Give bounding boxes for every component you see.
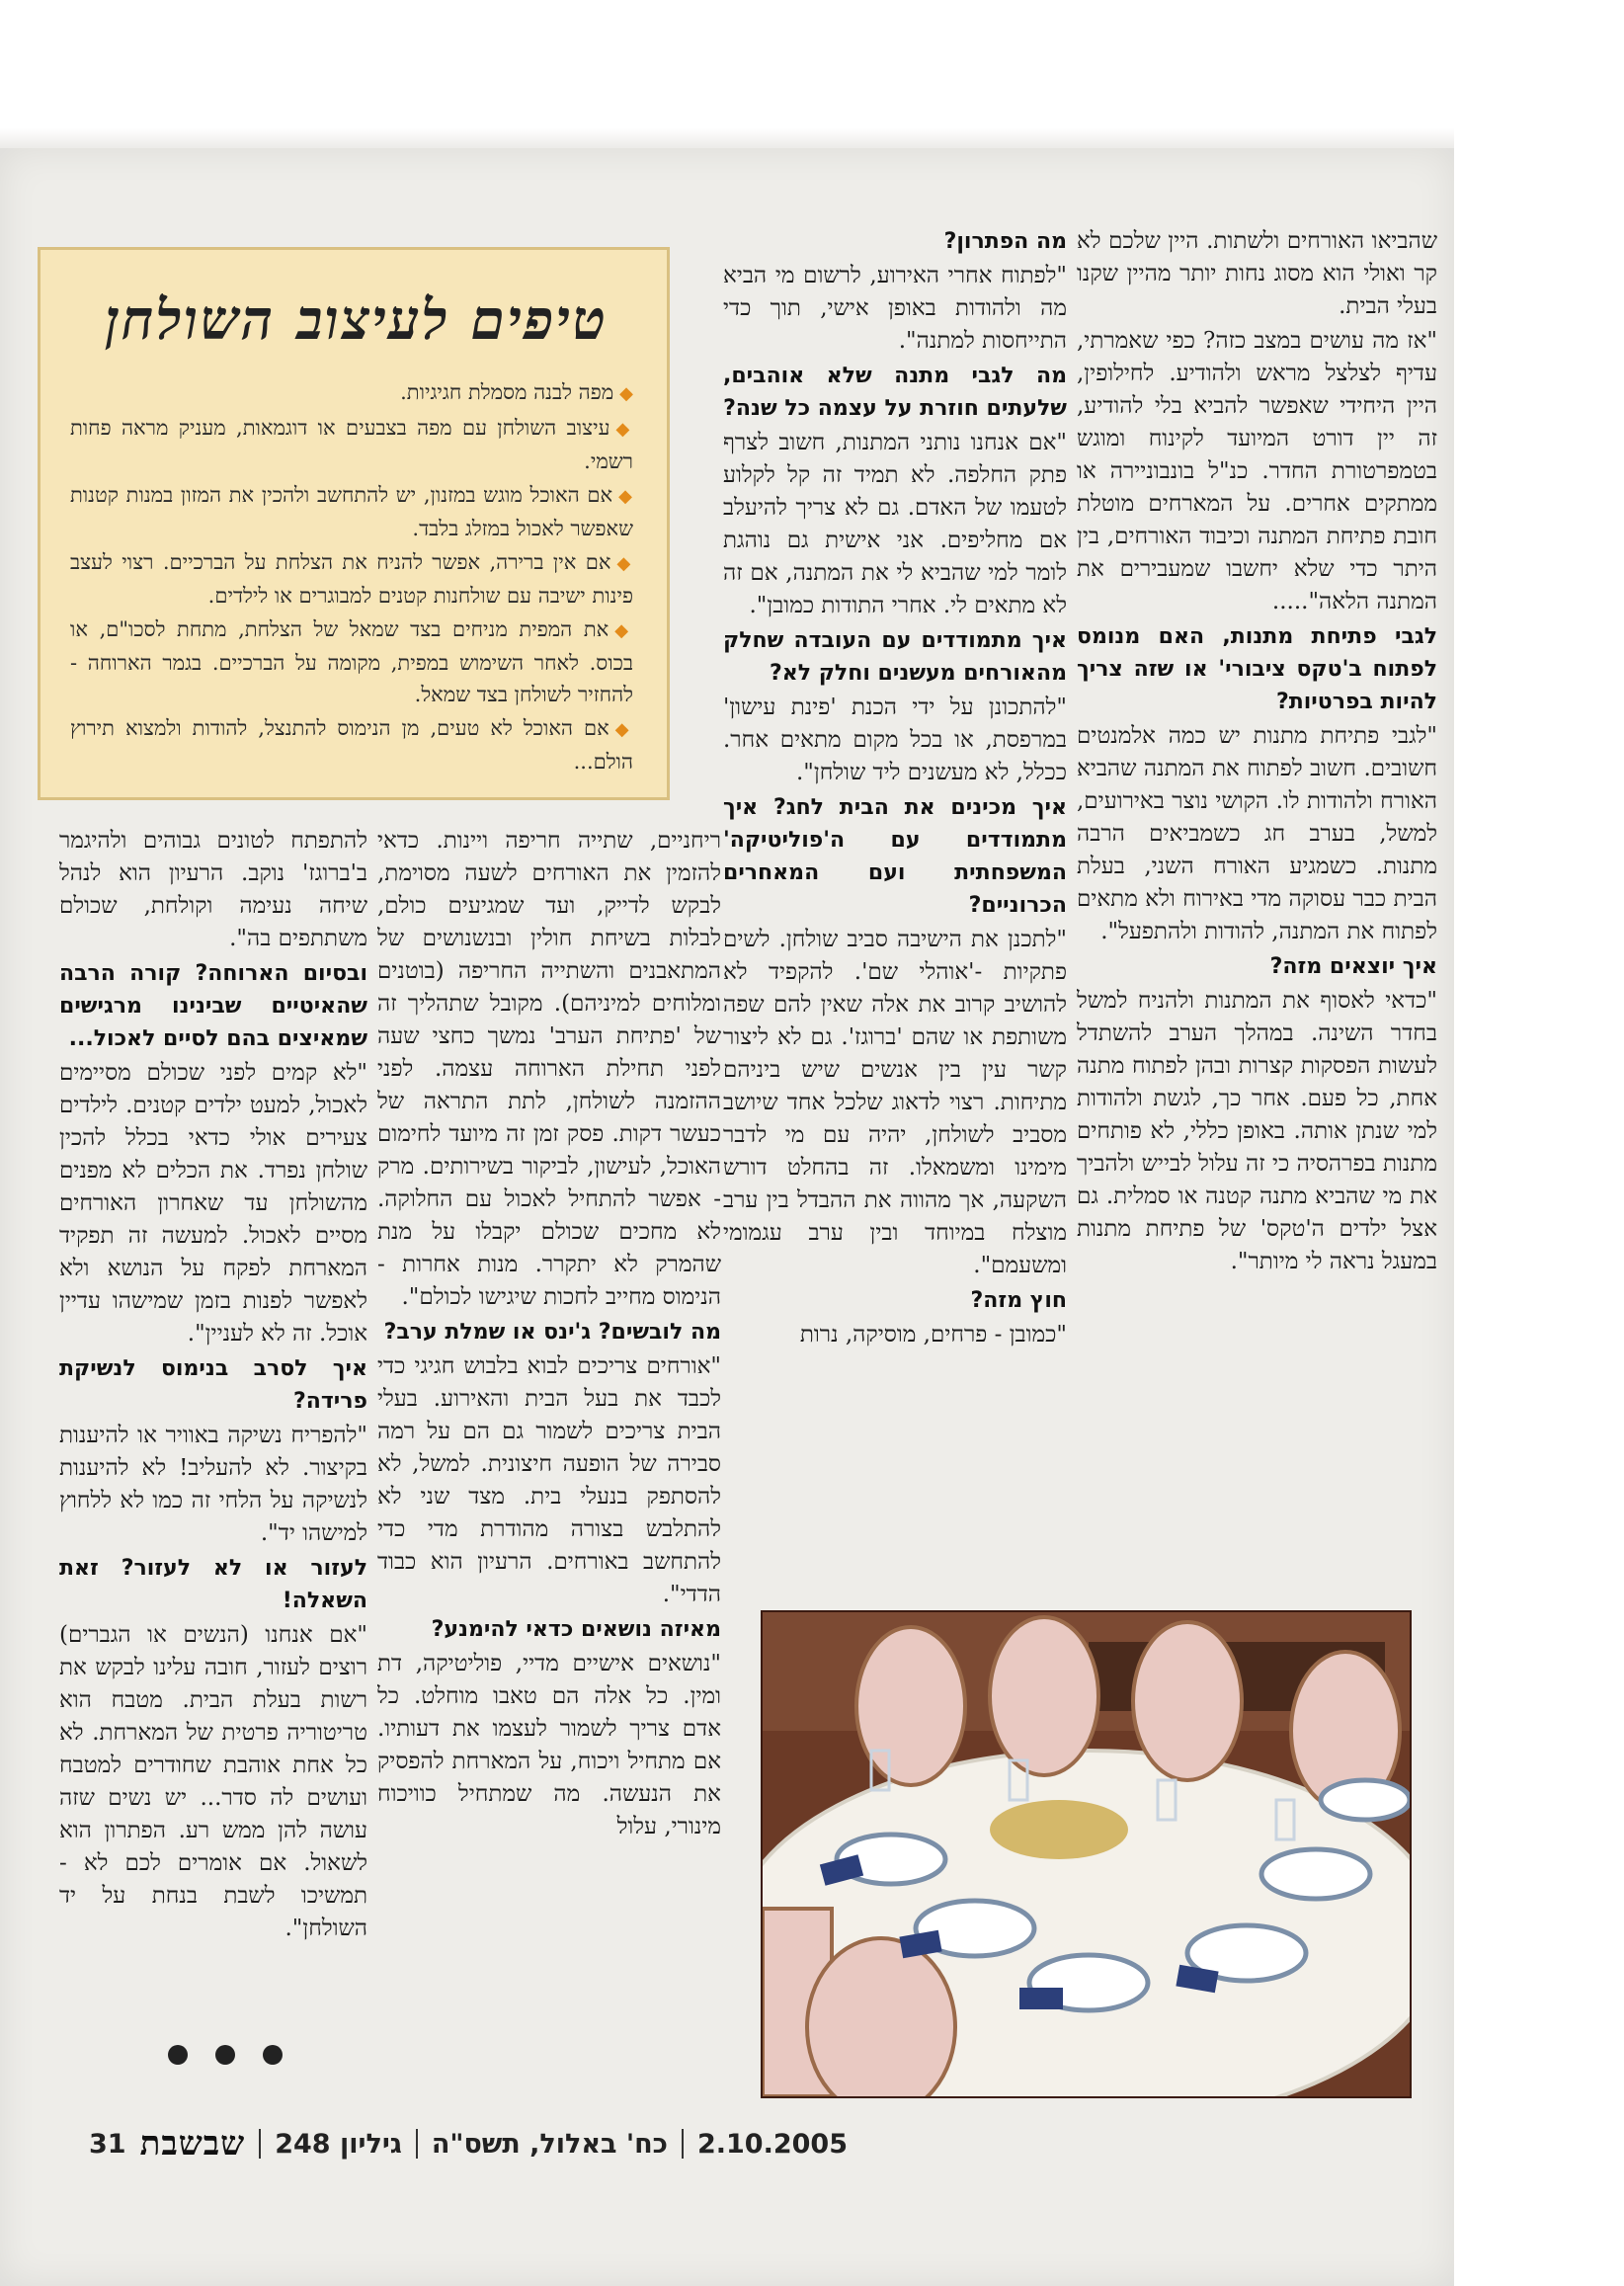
question-heading: מאיזה נושאים כדאי להימנע? (431, 1617, 721, 1642)
question-heading: איך מתמודדים עם העובדה שחלק מהאורחים מעשנים וחלק לא? (723, 628, 1067, 686)
article-paragraph: "אז מה עושים במצב כזה? כפי שאמרתי, עדיף לצלצל מראש ולהודיע. לחילופין, היין היחידי שאפשר להביא בלי להודיע, זה יין דורט המיועד לקינוח ומוגש בטמפרטורת החדר. כנ"ל בונבוניירה או ממתקים אחרים. על המארחים מוטלת חובת פתיחת המתנה וכיבוד האורחים, בין היתר כדי שלא יחשבו שמעבירים את המתנה הלאה"..... (1077, 328, 1437, 614)
article-paragraph: "לתכנן את הישיבה סביב שולחן. לשים פתקיות -'אוהלי שם'. להקפיד לא להושיב קרוב את אלה שאין להם שפה משותפת או שהם 'ברוגז'. גם לא ליצור קשר עין בין אנשים שיש ביניהם מתיחות. רצוי לדאוג שלכל אחד שיושב מסביב לשולחן, יהיה עם מי לדבר מימינו ומשמאלו. זה בהחלט דורש השקעה, אך מהווה את ההבדל בין ערב מוצלח במיוחד ובין ערב עגמומי ומשעמם". (723, 927, 1067, 1278)
tip-text: אם האוכל מוגש במזנון, יש להתחשב ולהכין את המזון במנות קטנות שאפשר לאכול במזלג בלבד. (70, 483, 633, 540)
question-heading: איך יוצאים מזה? (1269, 954, 1437, 979)
article-column-top-right (1077, 225, 1437, 1539)
diamond-bullet-icon: ◆ (615, 419, 633, 440)
tips-title: טיפים לעיצוב השולחן (105, 287, 608, 353)
hebrew-date: כח' באלול, תשס"ה (431, 2128, 668, 2160)
question-heading: מה לובשים? ג'ינס או שמלת ערב? (383, 1320, 721, 1345)
tip-item (70, 546, 633, 612)
tip-text: את המפית מניחים בצד שמאל של הצלחת, מתחת לסכו"ם, או בכוס. לאחר השימוש במפית, מקומה על הברכיים. בגמר הארוחה - להחזיר לשולחן בצד שמאל. (70, 617, 633, 706)
article-paragraph: "לא קמים לפני שכולם מסיימים לאכול, למעט ילדים קטנים. לילדים צעירים אולי כדאי בכלל להכין שולחן נפרד. את הכלים לא מפנים מהשולחן עד שאחרון האורחים מסיים לאכול. למעשה זה תפקיד המארחת לפקח על הנושא ולא לאפשר לפנות בזמן שמישהו עדיין אוכל. זה לא לעניין". (59, 1060, 367, 1347)
question-heading: לעזור או לא לעזור? זאת השאלה! (59, 1556, 367, 1613)
page-right-margin (1454, 0, 1624, 2286)
article-paragraph: "כדאי לאסוף את המתנות ולהניח למשל בחדר השינה. במהלך הערב להשתדל לעשות הפסקות קצרות ובהן לפתוח מתנה אחת, כל פעם. אחר כך, לגשת ולהודות למי שנתן אותה. באופן כללי, לא פותחים מתנות בפרהסיה כי זה עלול לבייש ולהביך את מי שהביא מתנה קטנה או סמלית. גם אצל ילדים ה'טקס' של פתיחת מתנות במעגל נראה לי מיותר". (1077, 988, 1437, 1274)
diamond-bullet-icon: ◆ (616, 553, 633, 574)
tip-text: מפה לבנה מסמלת חגיגיות. (400, 380, 614, 404)
publication-date: 2.10.2005 (696, 2128, 848, 2160)
article-paragraph: "להפריח נשיקה באוויר או להיענות בקיצור. לא להעליב! לא להיענות לנשיקה על הלחי זה כמו לא ללחוץ למישהו יד". (59, 1423, 367, 1546)
tip-item (70, 712, 633, 777)
tip-text: אם אין ברירה, אפשר להניח את הצלחת על הברכיים. רצוי לעצב פינות ישיבה עם שולחנות קטנים למבוגרים או לילדים. (70, 550, 633, 608)
article-paragraph: "נושאים אישיים מדיי, פוליטיקה, דת ומין. כל אלה הם טאבו מוחלט. כל אדם צריך לשמור לעצמו את דעותיו. אם מתחיל ויכוח, על המארחת להפסיק את הנעשה. מה שמתחיל כוויכוח מינורי, עלול (377, 1651, 721, 1839)
tip-item (70, 479, 633, 544)
article-paragraph: "לפתוח אחרי האירוע, לרשום מי הביא מה ולהודות באופן אישי, תוך כדי התייחסות למתנה". (723, 263, 1067, 354)
footer-separator (682, 2129, 684, 2159)
question-heading: מה הפתרון? (943, 229, 1067, 254)
tip-item (70, 376, 633, 410)
page-footer (89, 2124, 848, 2164)
footer-separator (416, 2129, 418, 2159)
diamond-bullet-icon: ◆ (618, 486, 633, 507)
end-of-article-dots (168, 2045, 283, 2065)
question-heading: ובסיום הארוחה? קורה הרבה שהאיטיים שבינינו מרגישים שמאיצים בהם לסיים לאכול... (59, 961, 367, 1051)
magazine-logo: שבשבת (139, 2124, 246, 2164)
article-paragraph: "אורחים צריכים לבוא בלבוש חגיגי כדי לכבד את בעל הבית והאירוע. בעלי הבית צריכים לשמור גם הם על רמה סבירה של הופעה חיצונית. למשל, לא להסתפק בנעלי בית. מצד שני לא להתלבש בצורה מהודרת מדי כדי להתחשב באורחים. הרעיון הוא כבוד הדדי". (377, 1353, 721, 1607)
article-column-bottom-left (59, 825, 367, 2000)
tips-list (70, 376, 633, 779)
dining-table-image (763, 1612, 1410, 2096)
diamond-bullet-icon: ◆ (614, 719, 633, 740)
tip-item (70, 412, 633, 477)
question-heading: לגבי פתיחת מתנות, האם מנומס לפתוח ב'טקס ציבורי' או שזה צריך להיות בפרטיות? (1077, 624, 1437, 714)
article-paragraph: "כמובן - פרחים, מוסיקה, נרות (799, 1322, 1067, 1347)
article-column-top-middle (723, 225, 1067, 1598)
tips-box (38, 247, 670, 800)
diamond-bullet-icon: ◆ (619, 383, 633, 404)
footer-separator (259, 2129, 261, 2159)
article-paragraph: "להתכונן על ידי הכנת 'פינת עישון' במרפסת, או בכל מקום מתאים אחר. ככלל, לא מעשנים ליד שולחן". (723, 694, 1067, 785)
question-heading: איך לסרב בנימוס לנשיקת פרידה? (59, 1356, 367, 1414)
question-heading: מה לגבי מתנה שלא אוהבים, שלעתים חוזרת על עצמה כל שנה? (723, 364, 1067, 421)
tip-text: אם האוכל לא טעים, מן הנימוס להתנצל, להודות ולמצוא תירוץ הולם... (70, 716, 633, 774)
article-paragraph: ריחניים, שתייה חריפה ויינות. כדאי להזמין את האורחים לשעה מסוימת, לבקש לדייק, ועד שמגיעים כולם, לבלות בשיחת חולין ובנשנושים של המתאבנים והשתייה החריפה (בוטנים ומלוחים למיניהם). מקובל שתהליך זה של 'פתיחת הערב' נמשך כחצי שעה לפני תחילת הארוחה עצמה. לפני ההזמנה לשולחן, לתת התראה של כעשר דקות. פסק זמן זה מיועד לחימום האוכל, לעישון, לביקור בשירותים. מרק - אפשר להתחיל לאכול עם החלוקה. לא מחכים שכולם יקבלו על מנת שהמרק לא יתקרר. מנות אחרות - הנימוס מחייב לחכות שיגישו לכולם". (377, 828, 721, 1310)
issue-number: גיליון 248 (275, 2128, 402, 2160)
tip-text: עיצוב השולחן עם מפה בצבעים או דוגמאות, מעניק מראה פחות רשמי. (70, 416, 633, 473)
article-paragraph: להתפתח לטונים גבוהים ולהיגמר ב'ברוגז' נוקב. הרעיון הוא לנהל שיחה נעימה וקולחת, שכולם משתתפים בה". (59, 828, 367, 951)
article-column-bottom-middle (377, 825, 721, 2099)
page-number: 31 (89, 2128, 126, 2160)
diamond-bullet-icon: ◆ (614, 620, 633, 641)
table-setting-photo (761, 1610, 1412, 2098)
article-paragraph: "אם אנחנו נותני המתנות, חשוב לצרף פתק החלפה. לא תמיד זה קל לקלוע לטעמו של האדם. גם לא צריך להיעלב אם מחליפים. אני אישית גם נוהגת לומר למי שהביא לי את המתנה, אם זה לא מתאים לי. אחרי התודות כמובן". (723, 430, 1067, 618)
article-paragraph: שהביאו האורחים ולשתות. היין שלכם לא קר ואולי הוא מסוג נחות יותר מהיין שקנו בעלי הבית. (1077, 228, 1437, 319)
tip-item (70, 613, 633, 710)
question-heading: איך מכינים את הבית לחג? איך מתמודדים עם ה'פוליטיקה' המשפחתית ועם המאחרים הכרוניים? (723, 795, 1067, 918)
question-heading: חוץ מזה? (970, 1288, 1067, 1313)
article-paragraph: "אם אנחנו (הנשים או הגברים) רוצים לעזור, חובה עלינו לבקש את רשות בעלת הבית. מטבח הוא טריטוריה פרטית של המארחת. לא כל אחת אוהבת שחודרים למטבח ועושים לה סדר... יש נשים שזה עושה להן ממש רע. הפתרון הוא לשאול. אם אומרים לכם לא - תמשיכו לשבת בנחת על יד השולחן". (59, 1622, 367, 1941)
article-paragraph: "לגבי פתיחת מתנות יש כמה אלמנטים חשובים. חשוב לפתוח את המתנה שהביא האורח ולהודות לו. הקושי נוצר באירועים, למשל, בערב חג כשמביאים הרבה מתנות. כשמגיע האורח השני, בעלת הבית כבר עסוקה מדי באירוח ולא מתאים לפתוח את המתנה, להודות ולהתפעל". (1077, 723, 1437, 944)
